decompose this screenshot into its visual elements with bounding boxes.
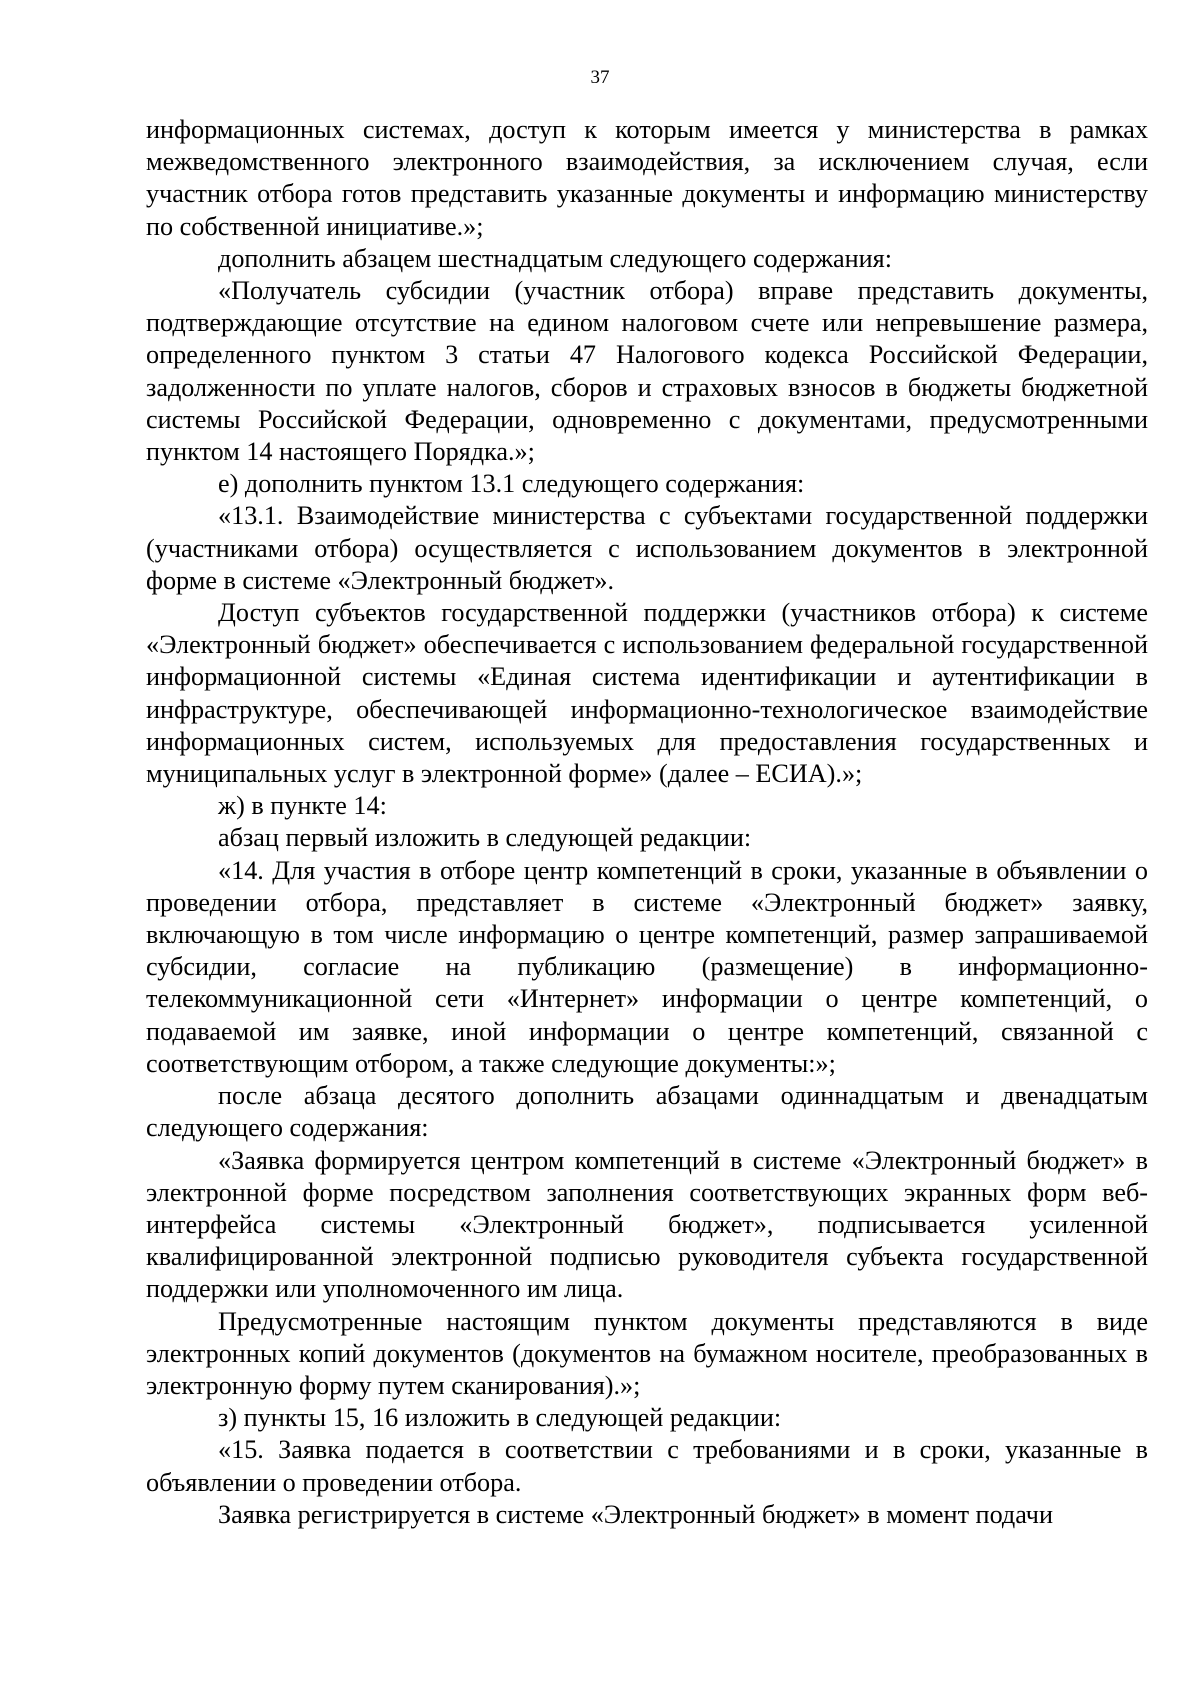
paragraph: «15. Заявка подается в соответствии с требованиями и в сроки, указанные в объявлении о проведении отбора.	[146, 1435, 1148, 1497]
paragraph: Заявка регистрируется в системе «Электронный бюджет» в момент подачи	[218, 1499, 1053, 1529]
paragraph: Предусмотренные настоящим пунктом документы представляются в виде электронных копий документов (документов на бумажном носителе, преобразованных в электронную форму путем сканирования).»;	[146, 1306, 1148, 1400]
paragraph: абзац первый изложить в следующей редакции:	[218, 823, 752, 853]
paragraph-continuation: информационных системах, доступ к которым имеется у министерства в рамках межведомственного электронного взаимодействия, за исключением случая, если участник отбора готов представить указанные документы и информацию министерству по собственной инициативе.»;	[146, 115, 1148, 241]
page-number: 37	[590, 67, 610, 88]
paragraph: е) дополнить пунктом 13.1 следующего содержания:	[218, 469, 805, 499]
paragraph: ж) в пункте 14:	[218, 791, 387, 821]
document-body	[146, 114, 1148, 1531]
paragraph: дополнить абзацем шестнадцатым следующего содержания:	[218, 243, 893, 273]
paragraph: з) пункты 15, 16 изложить в следующей редакции:	[218, 1403, 782, 1433]
paragraph: «13.1. Взаимодействие министерства с субъектами государственной поддержки (участниками отбора) осуществляется с использованием документов в электронной форме в системе «Электронный бюджет».	[146, 501, 1148, 595]
paragraph: Доступ субъектов государственной поддержки (участников отбора) к системе «Электронный бюджет» обеспечивается с использованием федеральной государственной информационной системы «Единая система идентификации и аутентификации в инфраструктуре, обеспечивающей информационно-технологическое взаимодействие информационных систем, используемых для предоставления государственных и муниципальных услуг в электронной форме» (далее – ЕСИА).»;	[146, 598, 1148, 789]
paragraph: после абзаца десятого дополнить абзацами одиннадцатым и двенадцатым следующего содержания:	[146, 1081, 1148, 1143]
paragraph: «Получатель субсидии (участник отбора) вправе представить документы, подтверждающие отсутствие на едином налоговом счете или непревышение размера, определенного пунктом 3 статьи 47 Налогового кодекса Российской Федерации, задолженности по уплате налогов, сборов и страховых взносов в бюджеты бюджетной системы Российской Федерации, одновременно с документами, предусмотренными пунктом 14 настоящего Порядка.»;	[146, 276, 1148, 467]
paragraph: «Заявка формируется центром компетенций в системе «Электронный бюджет» в электронной форме посредством заполнения соответствующих экранных форм веб-интерфейса системы «Электронный бюджет», подписывается усиленной квалифицированной электронной подписью руководителя субъекта государственной поддержки или уполномоченного им лица.	[146, 1145, 1148, 1304]
paragraph: «14. Для участия в отборе центр компетенций в сроки, указанные в объявлении о проведении отбора, представляет в системе «Электронный бюджет» заявку, включающую в том числе информацию о центре компетенций, размер запрашиваемой субсидии, согласие на публикацию (размещение) в информационно-телекоммуникационной сети «Интернет» информации о центре компетенций, о подаваемой им заявке, иной информации о центре компетенций, связанной с соответствующим отбором, а также следующие документы:»;	[146, 855, 1148, 1078]
